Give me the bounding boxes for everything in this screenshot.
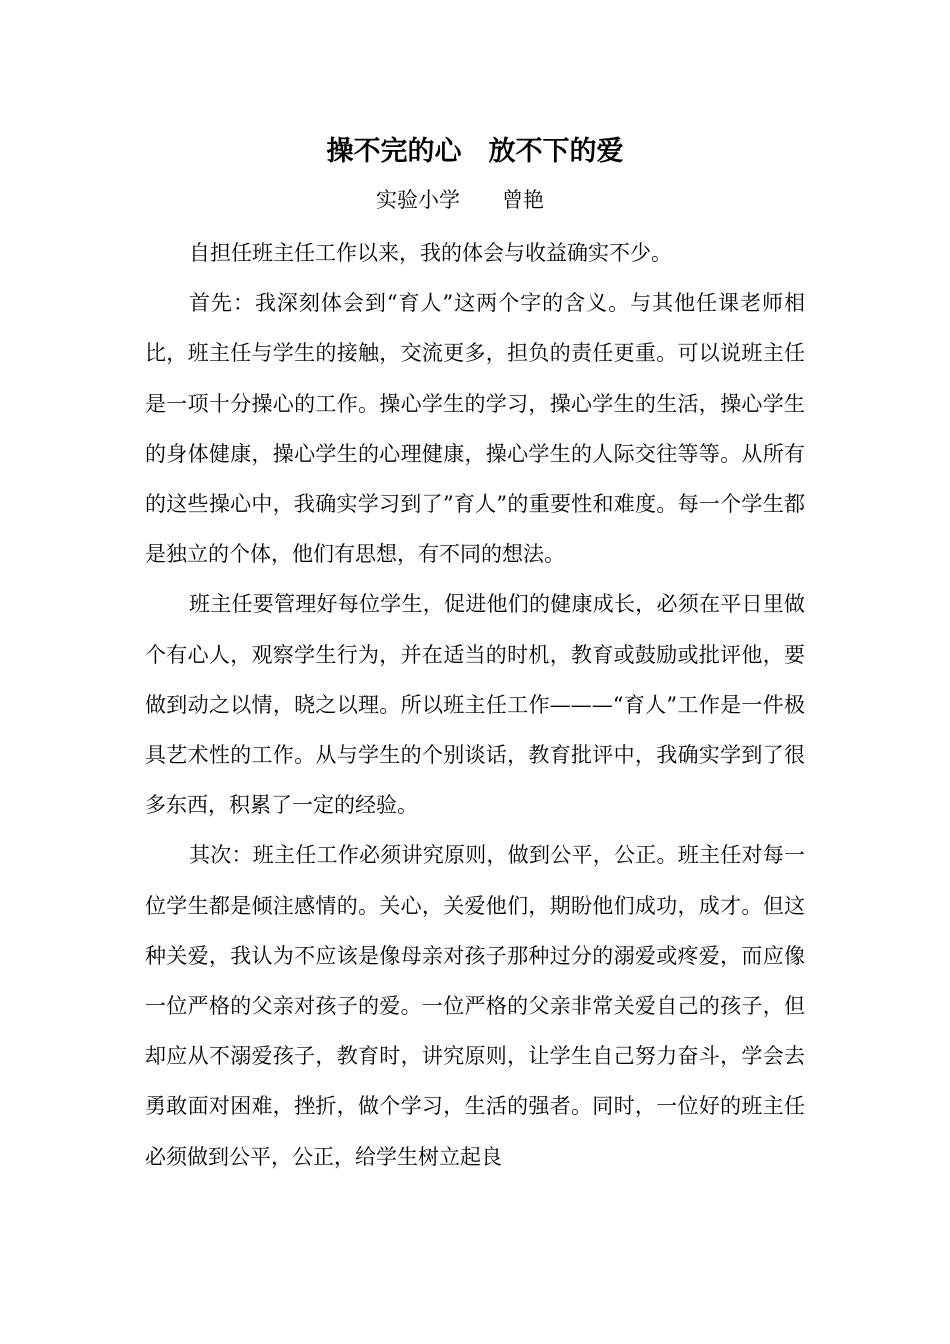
author-byline: 实验小学 曾艳 bbox=[376, 188, 544, 212]
document-body bbox=[145, 228, 805, 1182]
paragraph-second-point: 其次：班主任工作必须讲究原则，做到公平，公正。班主任对每一位学生都是倾注感情的。关心，关爱他们，期盼他们成功，成才。但这种关爱，我认为不应该是像母亲对孩子那种过分的溺爱或疼爱，而应像一位严格的父亲对孩子的爱。一位严格的父亲非常关爱自己的孩子，但却应从不溺爱孩子，教育时，讲究原则，让学生自己努力奋斗，学会去勇敢面对困难，挫折，做个学习，生活的强者。同时，一位好的班主任必须做到公平，公正，给学生树立起良 bbox=[145, 843, 805, 1169]
paragraph-first-point: 首先：我深刻体会到“育人”这两个字的含义。与其他任课老师相比，班主任与学生的接触，交流更多，担负的责任更重。可以说班主任是一项十分操心的工作。操心学生的学习，操心学生的生活，操心学生的身体健康，操心学生的心理健康，操心学生的人际交往等等。从所有的这些操心中，我确实学习到了”育人”的重要性和难度。每一个学生都是独立的个体，他们有思想，有不同的想法。 bbox=[145, 291, 805, 567]
document-title: 操不完的心 放不下的爱 bbox=[326, 136, 624, 167]
paragraph-class-management: 班主任要管理好每位学生，促进他们的健康成长，必须在平日里做个有心人，观察学生行为，并在适当的时机，教育或鼓励或批评他，要做到动之以情，晓之以理。所以班主任工作———“育人”工作是一件极具艺术性的工作。从与学生的个别谈话，教育批评中，我确实学到了很多东西，积累了一定的经验。 bbox=[145, 592, 805, 818]
paragraph-intro: 自担任班主任工作以来，我的体会与收益确实不少。 bbox=[189, 241, 672, 265]
